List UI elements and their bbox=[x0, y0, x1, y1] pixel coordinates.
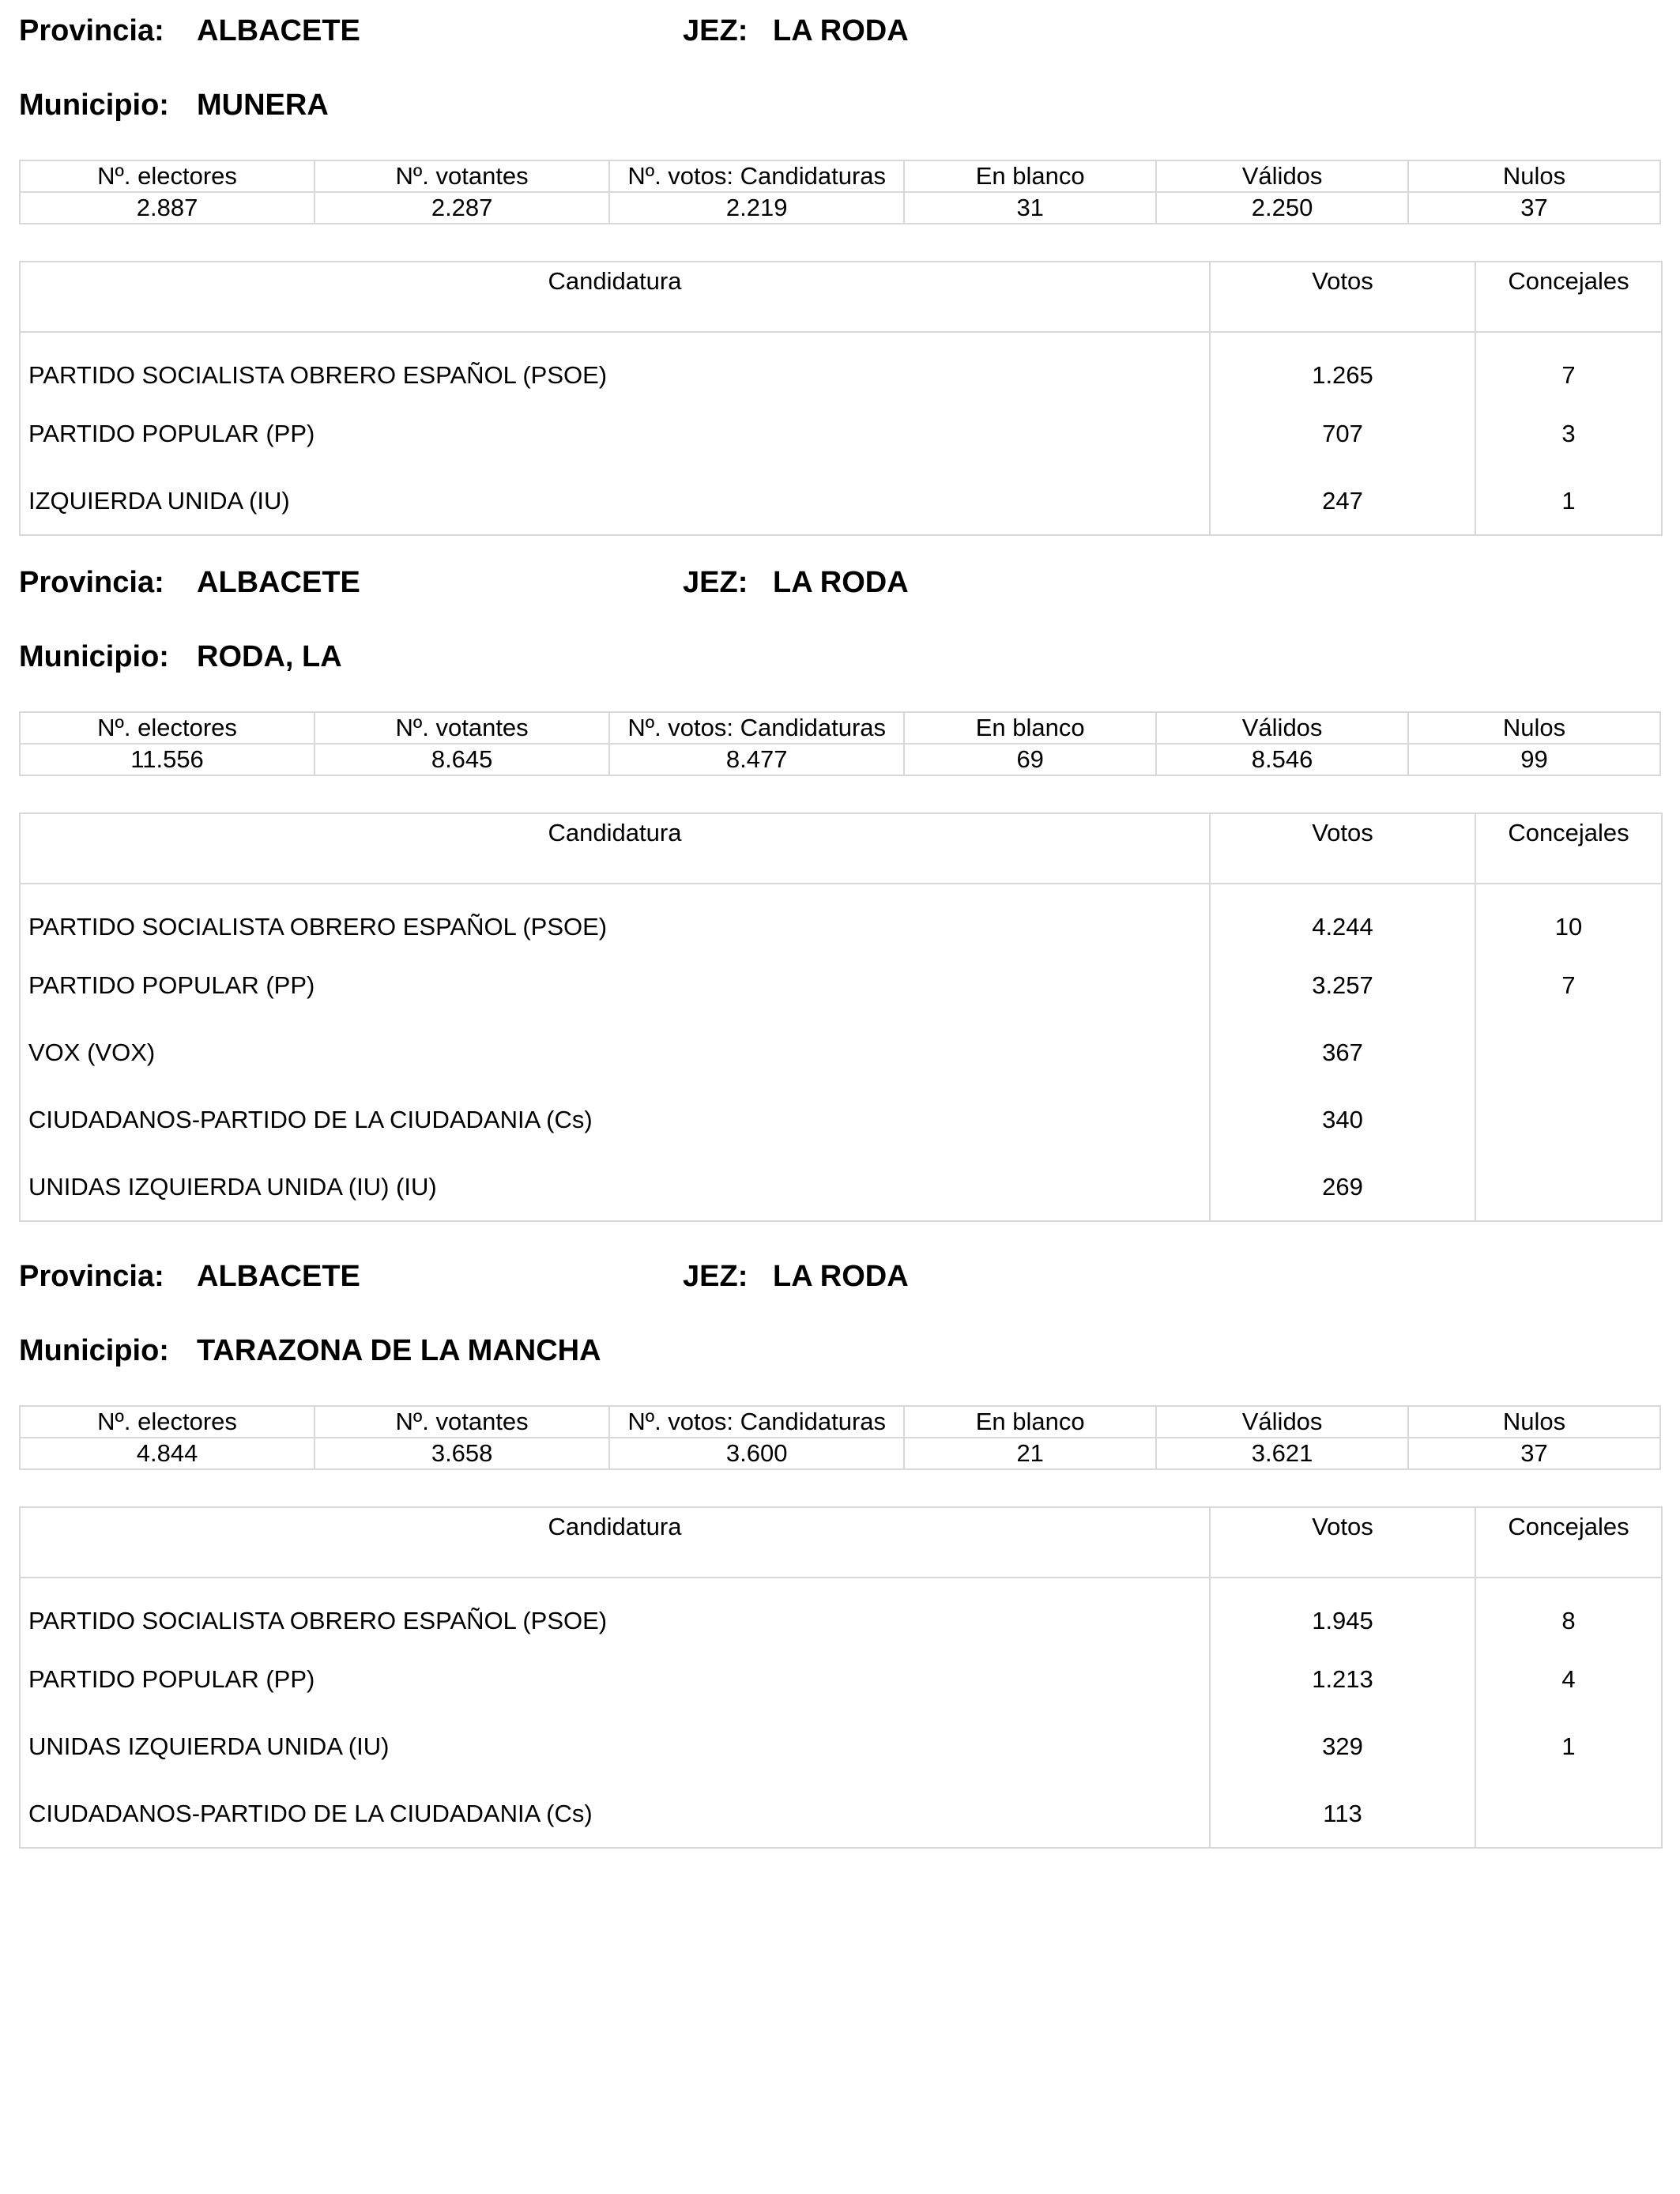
stats-value-cell: 2.287 bbox=[315, 192, 609, 224]
candidatura-row bbox=[20, 1780, 1662, 1848]
jez-value: LA RODA bbox=[773, 566, 909, 599]
candidatura-votos: 329 bbox=[1210, 1713, 1475, 1780]
stats-table bbox=[19, 1405, 1661, 1470]
municipio-section bbox=[19, 563, 1661, 1222]
stats-header-cell: Nº. electores bbox=[20, 1406, 315, 1438]
stats-header-cell: Nº. votos: Candidaturas bbox=[609, 160, 904, 192]
stats-value-row bbox=[20, 1438, 1660, 1469]
provincia-jez-header bbox=[19, 563, 1661, 602]
stats-table bbox=[19, 160, 1661, 224]
stats-header-cell: Nº. electores bbox=[20, 160, 315, 192]
stats-header-cell: Nulos bbox=[1408, 712, 1660, 744]
candidatura-row bbox=[20, 1646, 1662, 1713]
candidaturas-table bbox=[19, 261, 1663, 536]
candidatura-votos: 113 bbox=[1210, 1780, 1475, 1848]
stats-value-row bbox=[20, 192, 1660, 224]
municipio-value: MUNERA bbox=[197, 89, 329, 122]
votos-header: Votos bbox=[1210, 813, 1475, 884]
provincia-value: ALBACETE bbox=[197, 566, 360, 599]
concejales-header: Concejales bbox=[1475, 262, 1662, 332]
stats-value-cell: 11.556 bbox=[20, 744, 315, 775]
stats-value-cell: 37 bbox=[1408, 1438, 1660, 1469]
candidatura-name: PARTIDO SOCIALISTA OBRERO ESPAÑOL (PSOE) bbox=[28, 912, 608, 941]
candidatura-name: UNIDAS IZQUIERDA UNIDA (IU) bbox=[28, 1732, 390, 1760]
candidatura-votos: 1.213 bbox=[1210, 1646, 1475, 1713]
candidatura-concejales: 8 bbox=[1475, 1578, 1662, 1646]
votos-header: Votos bbox=[1210, 262, 1475, 332]
candidatura-name: PARTIDO SOCIALISTA OBRERO ESPAÑOL (PSOE) bbox=[28, 1606, 608, 1634]
candidatura-header: Candidatura bbox=[20, 262, 1210, 332]
provincia-label: Provincia: bbox=[19, 566, 164, 599]
stats-header-cell: Nulos bbox=[1408, 1406, 1660, 1438]
municipio-header bbox=[19, 1331, 1661, 1370]
candidatura-name: CIUDADANOS-PARTIDO DE LA CIUDADANIA (Cs) bbox=[28, 1105, 593, 1133]
candidatura-name: PARTIDO SOCIALISTA OBRERO ESPAÑOL (PSOE) bbox=[28, 360, 608, 389]
candidatura-concejales: 1 bbox=[1475, 467, 1662, 535]
candidatura-concejales: 1 bbox=[1475, 1713, 1662, 1780]
candidatura-concejales bbox=[1475, 1019, 1662, 1086]
municipio-value: RODA, LA bbox=[197, 640, 342, 673]
stats-header-cell: En blanco bbox=[904, 1406, 1156, 1438]
candidatura-name: PARTIDO POPULAR (PP) bbox=[28, 419, 315, 447]
candidatura-row bbox=[20, 332, 1662, 400]
stats-value-row bbox=[20, 744, 1660, 775]
stats-header-row bbox=[20, 712, 1660, 744]
candidatura-votos: 340 bbox=[1210, 1086, 1475, 1153]
jez-label: JEZ: bbox=[683, 566, 748, 599]
stats-header-cell: Nº. electores bbox=[20, 712, 315, 744]
candidatura-votos: 269 bbox=[1210, 1153, 1475, 1221]
candidaturas-header-row bbox=[20, 262, 1662, 332]
candidatura-name: PARTIDO POPULAR (PP) bbox=[28, 1664, 315, 1693]
candidatura-row bbox=[20, 884, 1662, 952]
candidatura-votos: 3.257 bbox=[1210, 952, 1475, 1019]
candidatura-concejales bbox=[1475, 1086, 1662, 1153]
provincia-jez-header bbox=[19, 1257, 1661, 1296]
candidatura-row bbox=[20, 1019, 1662, 1086]
jez-label: JEZ: bbox=[683, 14, 748, 47]
candidatura-name: CIUDADANOS-PARTIDO DE LA CIUDADANIA (Cs) bbox=[28, 1799, 593, 1827]
provincia-value: ALBACETE bbox=[197, 14, 360, 47]
candidatura-header: Candidatura bbox=[20, 1507, 1210, 1578]
candidatura-row bbox=[20, 1578, 1662, 1646]
candidaturas-header-row bbox=[20, 813, 1662, 884]
candidatura-row bbox=[20, 1086, 1662, 1153]
stats-header-row bbox=[20, 1406, 1660, 1438]
candidatura-name: IZQUIERDA UNIDA (IU) bbox=[28, 486, 290, 515]
provincia-label: Provincia: bbox=[19, 14, 164, 47]
municipio-label: Municipio: bbox=[19, 89, 169, 122]
stats-value-cell: 8.477 bbox=[609, 744, 904, 775]
candidatura-name: VOX (VOX) bbox=[28, 1038, 156, 1066]
municipio-section bbox=[19, 1257, 1661, 1849]
stats-header-cell: Nulos bbox=[1408, 160, 1660, 192]
candidatura-votos: 1.945 bbox=[1210, 1578, 1475, 1646]
stats-value-cell: 37 bbox=[1408, 192, 1660, 224]
stats-header-cell: Nº. votos: Candidaturas bbox=[609, 712, 904, 744]
concejales-header: Concejales bbox=[1475, 813, 1662, 884]
stats-header-cell: Válidos bbox=[1156, 1406, 1408, 1438]
municipio-header bbox=[19, 637, 1661, 677]
stats-header-cell: Válidos bbox=[1156, 160, 1408, 192]
candidatura-votos: 1.265 bbox=[1210, 332, 1475, 400]
municipio-label: Municipio: bbox=[19, 640, 169, 673]
stats-value-cell: 3.621 bbox=[1156, 1438, 1408, 1469]
candidatura-votos: 367 bbox=[1210, 1019, 1475, 1086]
candidatura-row bbox=[20, 1713, 1662, 1780]
stats-value-cell: 2.887 bbox=[20, 192, 315, 224]
stats-table bbox=[19, 711, 1661, 776]
stats-value-cell: 2.250 bbox=[1156, 192, 1408, 224]
municipio-header bbox=[19, 85, 1661, 125]
stats-header-cell: Nº. votantes bbox=[315, 712, 609, 744]
candidatura-concejales: 4 bbox=[1475, 1646, 1662, 1713]
stats-header-cell: Nº. votantes bbox=[315, 160, 609, 192]
concejales-header: Concejales bbox=[1475, 1507, 1662, 1578]
provincia-value: ALBACETE bbox=[197, 1260, 360, 1293]
candidatura-concejales bbox=[1475, 1153, 1662, 1221]
candidatura-votos: 247 bbox=[1210, 467, 1475, 535]
candidatura-concejales: 3 bbox=[1475, 400, 1662, 467]
stats-value-cell: 21 bbox=[904, 1438, 1156, 1469]
stats-value-cell: 99 bbox=[1408, 744, 1660, 775]
candidatura-row bbox=[20, 1153, 1662, 1221]
candidatura-votos: 4.244 bbox=[1210, 884, 1475, 952]
stats-value-cell: 2.219 bbox=[609, 192, 904, 224]
stats-value-cell: 8.546 bbox=[1156, 744, 1408, 775]
stats-value-cell: 69 bbox=[904, 744, 1156, 775]
candidatura-row bbox=[20, 400, 1662, 467]
jez-label: JEZ: bbox=[683, 1260, 748, 1293]
stats-header-cell: En blanco bbox=[904, 160, 1156, 192]
candidatura-header: Candidatura bbox=[20, 813, 1210, 884]
candidatura-name: UNIDAS IZQUIERDA UNIDA (IU) (IU) bbox=[28, 1172, 437, 1201]
jez-value: LA RODA bbox=[773, 1260, 909, 1293]
candidatura-concejales bbox=[1475, 1780, 1662, 1848]
candidatura-name: PARTIDO POPULAR (PP) bbox=[28, 971, 315, 999]
jez-value: LA RODA bbox=[773, 14, 909, 47]
stats-value-cell: 4.844 bbox=[20, 1438, 315, 1469]
stats-header-cell: En blanco bbox=[904, 712, 1156, 744]
candidaturas-header-row bbox=[20, 1507, 1662, 1578]
candidatura-concejales: 7 bbox=[1475, 332, 1662, 400]
candidaturas-table bbox=[19, 812, 1663, 1222]
candidatura-row bbox=[20, 952, 1662, 1019]
votos-header: Votos bbox=[1210, 1507, 1475, 1578]
candidaturas-table bbox=[19, 1506, 1663, 1849]
municipio-section bbox=[19, 11, 1661, 536]
candidatura-concejales: 7 bbox=[1475, 952, 1662, 1019]
candidatura-concejales: 10 bbox=[1475, 884, 1662, 952]
stats-value-cell: 3.658 bbox=[315, 1438, 609, 1469]
stats-header-cell: Nº. votos: Candidaturas bbox=[609, 1406, 904, 1438]
stats-value-cell: 3.600 bbox=[609, 1438, 904, 1469]
candidatura-votos: 707 bbox=[1210, 400, 1475, 467]
provincia-jez-header bbox=[19, 11, 1661, 51]
stats-header-row bbox=[20, 160, 1660, 192]
stats-value-cell: 8.645 bbox=[315, 744, 609, 775]
provincia-label: Provincia: bbox=[19, 1260, 164, 1293]
municipio-value: TARAZONA DE LA MANCHA bbox=[197, 1334, 601, 1367]
stats-header-cell: Nº. votantes bbox=[315, 1406, 609, 1438]
municipio-label: Municipio: bbox=[19, 1334, 169, 1367]
candidatura-row bbox=[20, 467, 1662, 535]
stats-value-cell: 31 bbox=[904, 192, 1156, 224]
stats-header-cell: Válidos bbox=[1156, 712, 1408, 744]
